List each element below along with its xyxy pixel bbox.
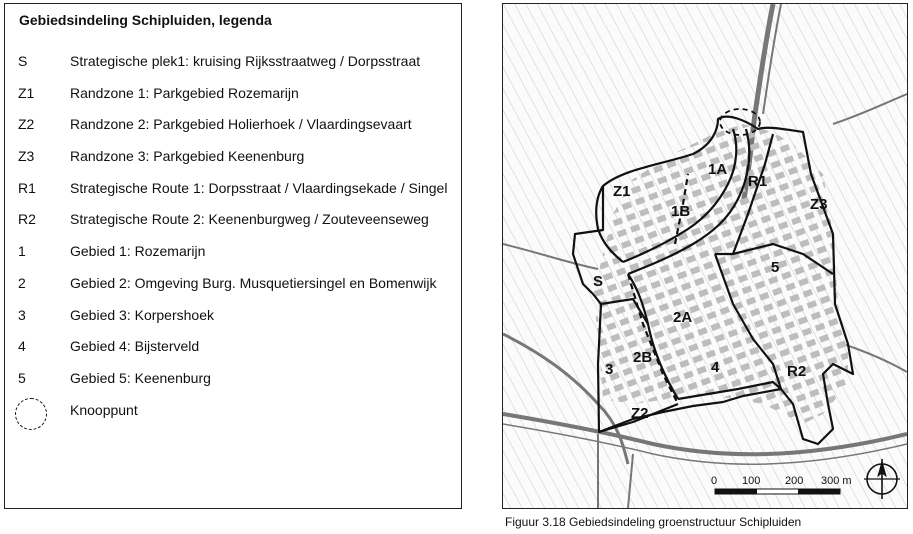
map-label-2a: 2A: [673, 309, 693, 326]
legend-item-z2: [5, 116, 461, 136]
legend-label: Randzone 2: Parkgebied Holierhoek / Vlaardingsevaart: [70, 116, 412, 132]
legend-code: Z1: [18, 85, 35, 101]
map-label-1b: 1B: [671, 203, 691, 220]
map-label-r1: R1: [748, 173, 768, 190]
map-drawing: [503, 4, 907, 508]
legend-label: Gebied 1: Rozemarijn: [70, 243, 206, 259]
legend-code: 4: [18, 338, 26, 354]
legend-label: Gebied 2: Omgeving Burg. Musquetiersingel en Bomenwijk: [70, 275, 437, 291]
scale-tick-300: 300 m: [821, 475, 852, 487]
legend-code: Z3: [18, 148, 35, 164]
scale-tick-200: 200: [785, 475, 804, 487]
scale-tick-0: 0: [711, 475, 718, 487]
legend-code: 2: [18, 275, 26, 291]
legend-code: R1: [18, 180, 36, 196]
legend-panel: [4, 3, 462, 509]
legend-code: Z2: [18, 116, 35, 132]
legend-item-z1: [5, 85, 461, 105]
legend-title: Gebiedsindeling Schipluiden, legenda: [19, 12, 272, 28]
legend-item-z3: [5, 148, 461, 168]
legend-code: 5: [18, 370, 26, 386]
legend-item-5: [5, 370, 461, 390]
legend-label: Randzone 3: Parkgebied Keenenburg: [70, 148, 305, 164]
legend-code: S: [18, 53, 28, 69]
legend-label: Gebied 5: Keenenburg: [70, 370, 211, 386]
legend-label: Gebied 3: Korpershoek: [70, 307, 214, 323]
legend-code: 1: [18, 243, 26, 259]
legend-label: Strategische Route 1: Dorpsstraat / Vlaardingsekade / Singel: [70, 180, 448, 196]
map-label-r2: R2: [787, 363, 807, 380]
legend-item-r2: [5, 211, 461, 231]
legend-item-knooppunt: [5, 402, 461, 422]
legend-label: Gebied 4: Bijsterveld: [70, 338, 200, 354]
map-label-1a: 1A: [708, 161, 728, 178]
legend-label: Strategische Route 2: Keenenburgweg / Zouteveenseweg: [70, 211, 429, 227]
figure-caption: Figuur 3.18 Gebiedsindeling groenstructuur Schipluiden: [505, 515, 802, 529]
legend-item-1: [5, 243, 461, 263]
map-frame: [502, 3, 908, 509]
map-label-z1: Z1: [613, 183, 631, 200]
map-label-4: 4: [711, 359, 720, 376]
map-label-2b: 2B: [633, 349, 653, 366]
map-label-s: S: [593, 273, 604, 290]
legend-item-2: [5, 275, 461, 295]
legend-item-r1: [5, 180, 461, 200]
map-label-3: 3: [605, 361, 614, 378]
legend-label: Knooppunt: [70, 402, 138, 418]
legend-label: Randzone 1: Parkgebied Rozemarijn: [70, 85, 299, 101]
legend-item-4: [5, 338, 461, 358]
legend-item-3: [5, 307, 461, 327]
map-label-5: 5: [771, 259, 780, 276]
legend-code: 3: [18, 307, 26, 323]
legend-item-s: [5, 53, 461, 73]
legend-label: Strategische plek1: kruising Rijksstraatweg / Dorpsstraat: [70, 53, 421, 69]
map-label-z3: Z3: [810, 196, 828, 213]
legend-code: R2: [18, 211, 36, 227]
scale-tick-100: 100: [742, 475, 761, 487]
map-label-z2: Z2: [631, 405, 649, 422]
